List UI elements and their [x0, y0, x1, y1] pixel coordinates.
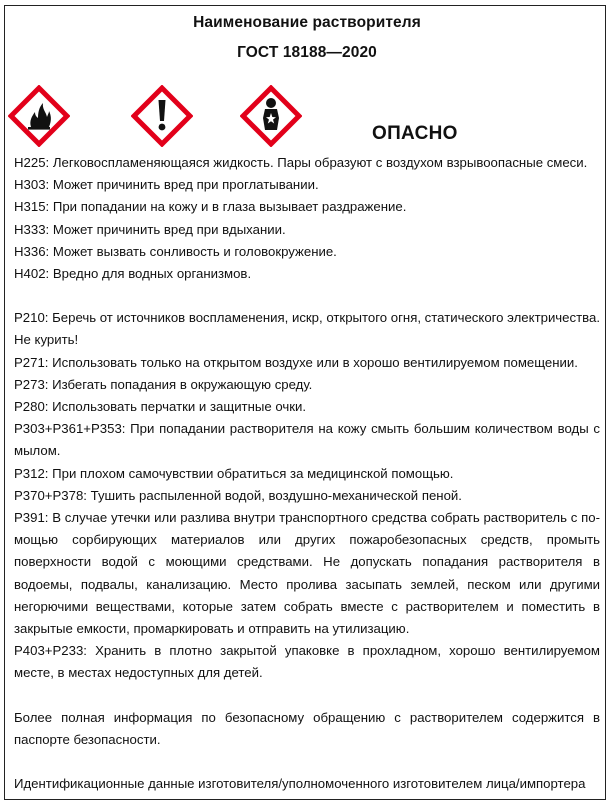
- spacer: [14, 685, 600, 707]
- precautionary-statement: P303+P361+P353: При попадании растворителя на кожу смыть большим количеством воды с мылом.: [14, 421, 600, 459]
- flame-icon: [8, 85, 70, 147]
- precautionary-statement: P391: В случае утечки или разлива внутри транспортного средства собрать растворитель с помощью сорбирующих материалов или других пожаробезопасных средств, промыть поверхности водой с моющими средствами. Не допускать попадания растворителя в водоемы, подвалы, канализацию. Место пролива засыпать землей, песком или другими негорючими веществами, которые затем собрать вместе с растворителем и поместить в закрытые емкости, промаркировать и отправить на утилизацию.: [14, 510, 600, 637]
- hazard-statement: H315: При попадании на кожу и в глаза вызывает раздражение.: [14, 199, 407, 215]
- hazard-statement: H303: Может причинить вред при проглатывании.: [14, 177, 319, 193]
- precautionary-statement: P273: Избегать попадания в окружающую среду.: [14, 376, 313, 392]
- standard-reference: ГОСТ 18188—2020: [237, 44, 377, 61]
- hazard-statement: H336: Может вызвать сонливость и головокружение.: [14, 243, 337, 259]
- flame-pictogram: [8, 85, 70, 147]
- precautionary-statement: P280: Использовать перчатки и защитные очки.: [14, 399, 307, 415]
- precautionary-statement: P210: Беречь от источников воспламенения, искр, открытого огня, статического электричества. Не курить!: [14, 310, 600, 348]
- exclamation-pictogram: [131, 85, 193, 147]
- spacer: [14, 285, 600, 307]
- additional-info: Более полная информация по безопасному обращению с растворителем содержится в паспорте безопасности.: [14, 709, 600, 747]
- precautionary-statement: P312: При плохом самочувствии обратиться за медицинской помощью.: [14, 465, 454, 481]
- solvent-name-title: Наименование растворителя: [193, 14, 421, 31]
- hazard-statement: H402: Вредно для водных организмов.: [14, 266, 252, 282]
- signal-word: ОПАСНО: [372, 123, 458, 144]
- hazard-statement: H333: Может причинить вред при вдыхании.: [14, 221, 286, 237]
- precautionary-statement: P271: Использовать только на открытом воздухе или в хорошо вентилируемом помещении.: [14, 354, 578, 370]
- precautionary-statement: P403+P233: Хранить в плотно закрытой упаковке в прохладном, хорошо вентилируемом месте, в местах недоступных для детей.: [14, 643, 600, 681]
- exclamation-mark-icon: [131, 85, 193, 147]
- precautionary-statement: P370+P378: Тушить распыленной водой, воздушно-механической пеной.: [14, 487, 462, 503]
- health-hazard-pictogram: [240, 85, 302, 147]
- manufacturer-info: Идентификационные данные изготовителя/уполномоченного изготовителем лица/импортера: [14, 776, 586, 792]
- spacer: [14, 751, 600, 773]
- health-hazard-icon: [240, 85, 302, 147]
- hazard-statement: H225: Легковоспламеняющаяся жидкость. Пары образуют с воздухом взрывоопасные смеси.: [14, 155, 588, 170]
- label-text-body: [14, 152, 600, 795]
